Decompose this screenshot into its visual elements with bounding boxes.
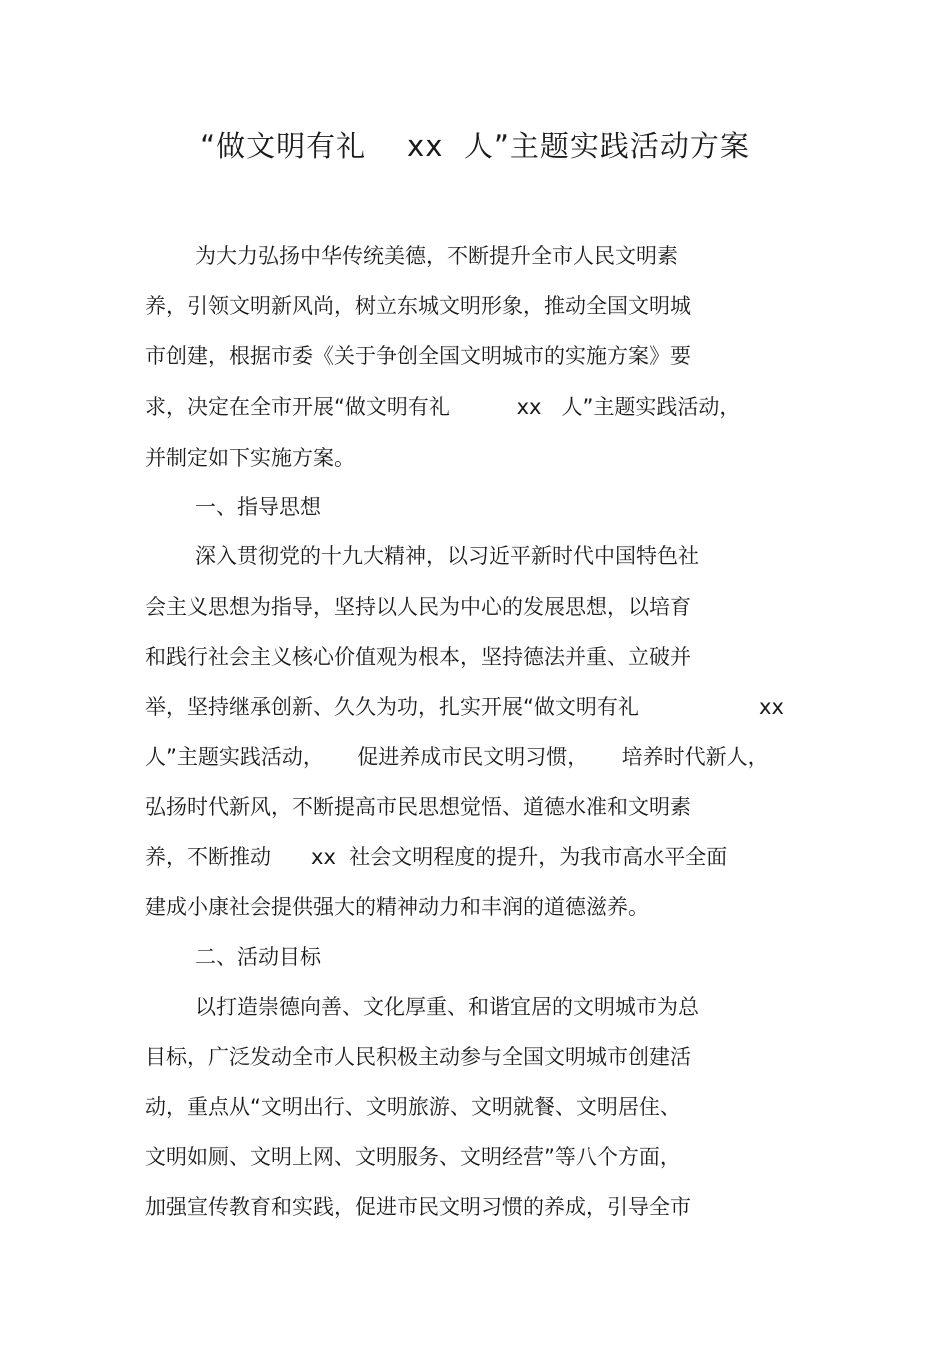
paragraph-line: 文明如厕、文明上网、文明服务、文明经营”等八个方面， bbox=[145, 1145, 681, 1169]
paragraph-line: 动，重点从“文明出行、文明旅游、文明就餐、文明居住、 bbox=[145, 1095, 681, 1119]
paragraph-line: 目标，广泛发动全市人民积极主动参与全国文明城市创建活 bbox=[145, 1045, 691, 1069]
paragraph-line: 养，引领文明新风尚，树立东城文明形象，推动全国文明城 bbox=[145, 294, 691, 318]
paragraph-line: 会主义思想为指导，坚持以人民为中心的发展思想，以培育 bbox=[145, 595, 691, 619]
paragraph-line: 和践行社会主义核心价值观为根本，坚持德法并重、立破并 bbox=[145, 645, 691, 669]
paragraph-line: 深入贯彻党的十九大精神，以习近平新时代中国特色社 bbox=[195, 544, 699, 568]
paragraph-line: 为大力弘扬中华传统美德，不断提升全市人民文明素 bbox=[195, 244, 678, 268]
paragraph-line: 弘扬时代新风，不断提高市民思想觉悟、道德水准和文明素 bbox=[145, 795, 691, 819]
section-heading: 二、活动目标 bbox=[195, 945, 321, 969]
paragraph-line: 求，决定在全市开展“做文明有礼 xx 人”主题实践活动， bbox=[145, 395, 741, 419]
paragraph-line: 市创建，根据市委《关于争创全国文明城市的实施方案》要 bbox=[145, 344, 691, 368]
paragraph-line: 养，不断推动 xx 社会文明程度的提升，为我市高水平全面 bbox=[145, 845, 728, 869]
paragraph-line: 并制定如下实施方案。 bbox=[145, 446, 355, 470]
paragraph-line: 建成小康社会提供强大的精神动力和丰润的道德滋养。 bbox=[145, 895, 649, 919]
paragraph-line: 举，坚持继承创新、久久为功，扎实开展“做文明有礼 xx bbox=[145, 695, 784, 719]
paragraph-line: 加强宣传教育和实践，促进市民文明习惯的养成，引导全市 bbox=[145, 1195, 691, 1219]
paragraph-line: 人”主题实践活动， 促进养成市民文明习惯， 培养时代新人， bbox=[145, 745, 769, 769]
section-heading: 一、指导思想 bbox=[195, 495, 321, 519]
paragraph-line: 以打造崇德向善、文化厚重、和谐宜居的文明城市为总 bbox=[195, 995, 699, 1019]
document-title: “做文明有礼 xx 人”主题实践活动方案 bbox=[200, 129, 750, 163]
